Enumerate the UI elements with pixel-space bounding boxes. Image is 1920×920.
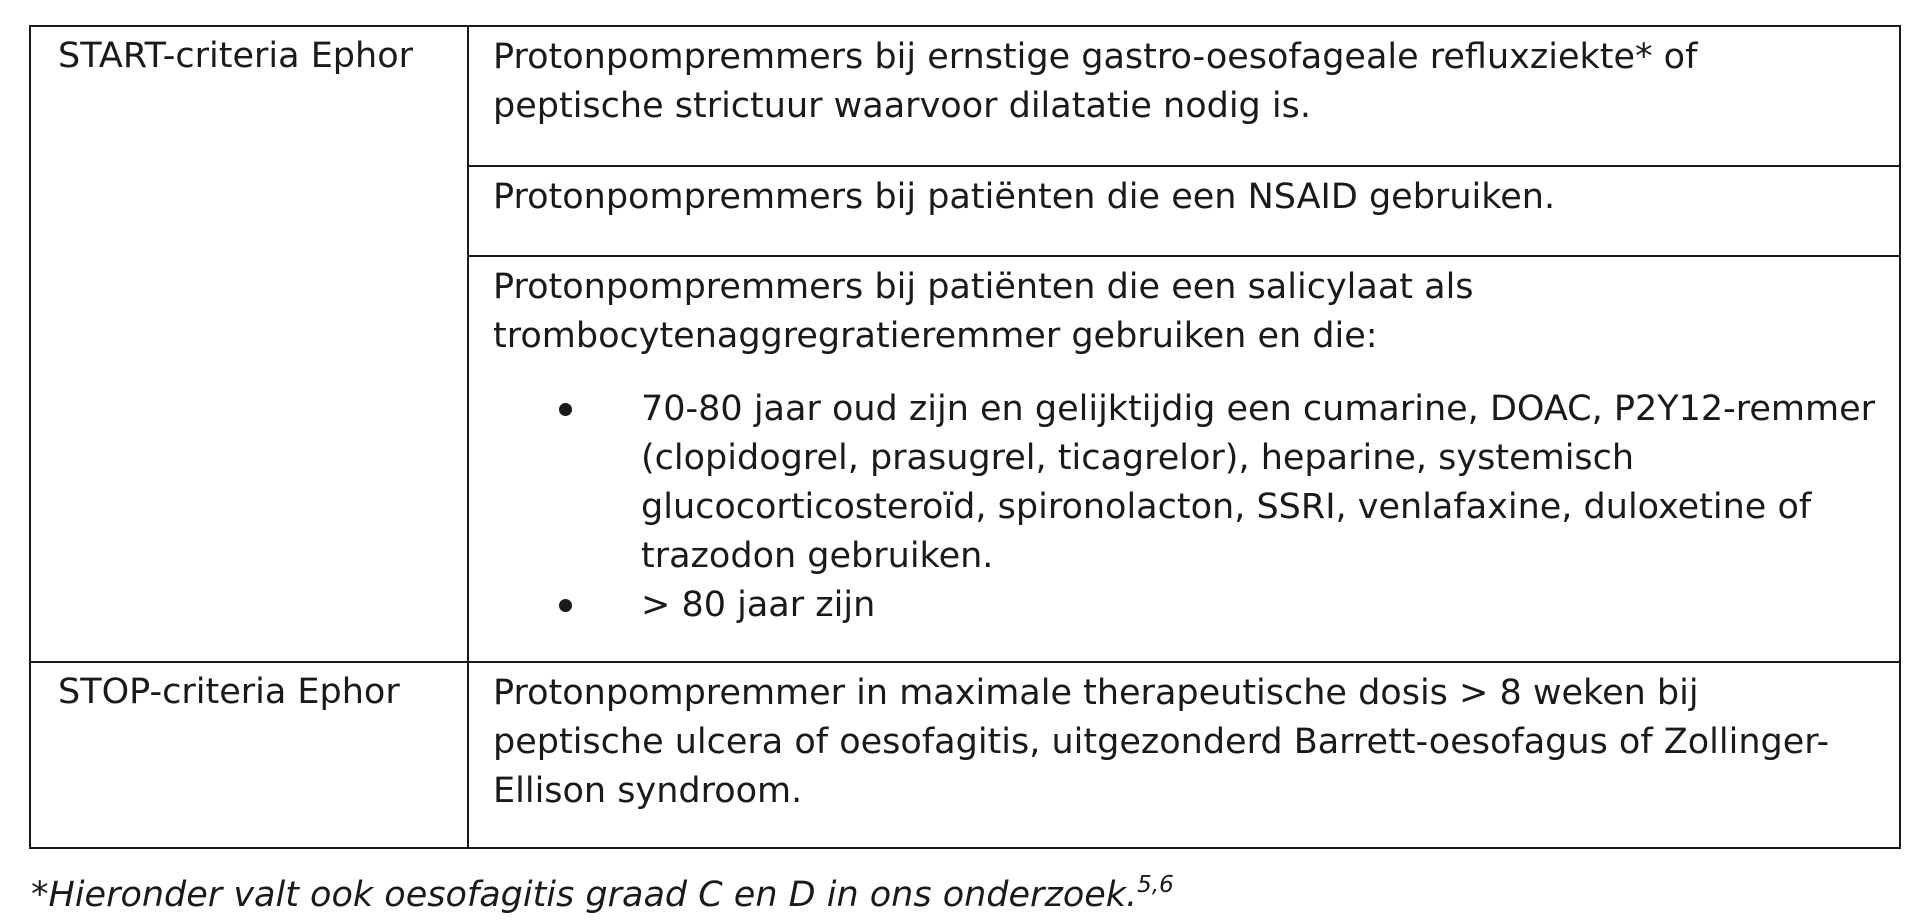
criteria-table	[29, 25, 1901, 849]
footnote-reference: 5,6	[1137, 872, 1174, 898]
bullet-icon	[559, 599, 572, 612]
table-row	[30, 26, 1900, 166]
criterion-bullet-list	[493, 385, 1879, 630]
stop-criterion-cell	[468, 662, 1900, 848]
start-criteria-label: START-criteria Ephor	[58, 36, 414, 76]
stop-criteria-label: STOP-criteria Ephor	[58, 672, 400, 712]
footnote-text: *Hieronder valt ook oesofagitis graad C en D in ons onderzoek.	[31, 875, 1138, 915]
table-row	[30, 662, 1900, 848]
start-criterion-text: Protonpompremmers bij ernstige gastro-oesofageale refluxziekte* of peptische strictuur waarvoor dilatatie nodig is.	[493, 37, 1698, 126]
document	[29, 25, 1899, 920]
bullet-icon	[559, 403, 572, 416]
start-criterion-text: Protonpompremmers bij patiënten die een salicylaat als trombocytenaggregratieremmer gebruiken en die:	[493, 267, 1474, 356]
list-item	[641, 581, 1879, 630]
bullet-text: > 80 jaar zijn	[641, 585, 876, 625]
list-item	[641, 385, 1879, 581]
footnote	[31, 861, 1899, 920]
stop-criteria-label-cell	[30, 662, 468, 848]
start-criteria-label-cell	[30, 26, 468, 662]
stop-criterion-text: Protonpompremmer in maximale therapeutische dosis > 8 weken bij peptische ulcera of oesofagitis, uitgezonderd Barrett-oesofagus of Zollinger-Ellison syndroom.	[493, 673, 1830, 811]
start-criterion-cell	[468, 256, 1900, 662]
start-criterion-cell	[468, 26, 1900, 166]
start-criterion-cell	[468, 166, 1900, 256]
bullet-text: 70-80 jaar oud zijn en gelijktijdig een cumarine, DOAC, P2Y12-remmer (clopidogrel, prasugrel, ticagrelor), heparine, systemisch glucocorticosteroïd, spironolacton, SSRI, venlafaxine, duloxetine of trazodon gebruiken.	[641, 389, 1876, 576]
start-criterion-text: Protonpompremmers bij patiënten die een NSAID gebruiken.	[493, 177, 1556, 217]
